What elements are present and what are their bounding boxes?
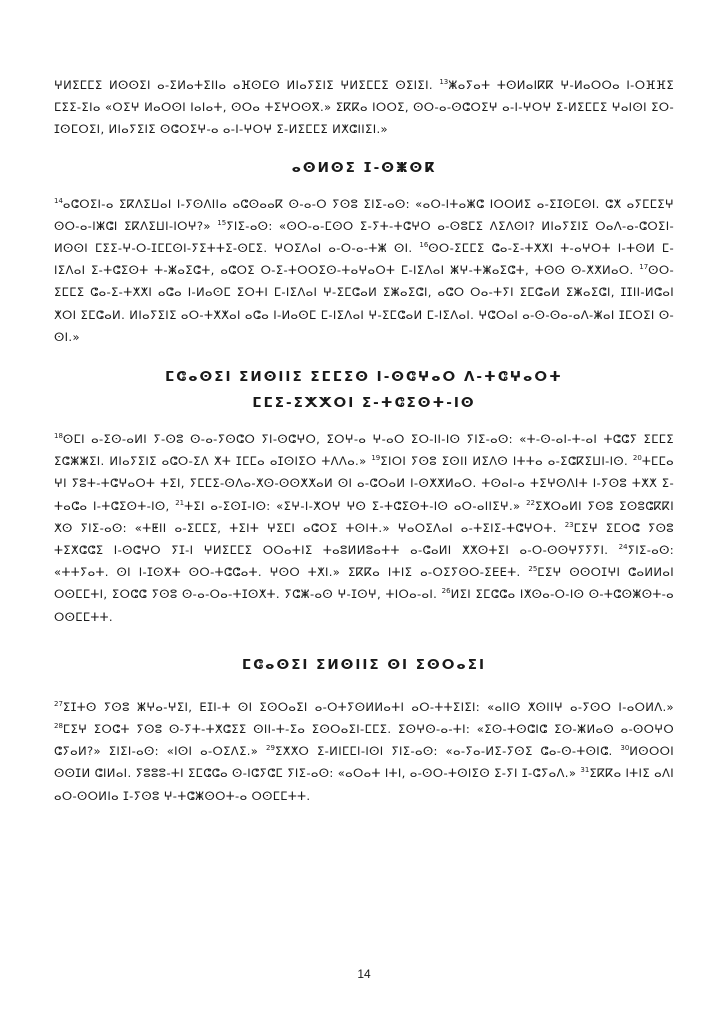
paragraph-text: ⵎⵉⵖ ⵙⵙⵔⵊⵖⵏ ⵛⴰⵍⵍⴰⵏ ⵔⵙⵎⵎⵜⵏ, ⵉⵔⵛⵛ ⵢⵙⵓ ⵙ-ⴰ-ⵔⴰ-ⵜⵊⵙⵅⵜ. ⵢⵛⵥ-ⴰⵙ ⵖ-ⵊⵙⵖ, ⵜⵏⵔⴰ-ⴰⵏ.: [54, 565, 674, 602]
verse-number: 13: [439, 78, 449, 87]
verse-number: 31: [580, 766, 590, 775]
paragraph-text: ⵉⴽⴽⴰ ⵏⵜⵏⵉ ⴰⴷⵏ ⴰⵔ-ⵙⵔⵍⵏⴰ ⵊ-ⵢⵙⵓ ⵖ-ⵜⵛⵥⵙⵔⵜ-ⴰ ⵔⵙⵎⵎⵜⵜ.: [54, 766, 674, 803]
verse-number: 14: [54, 196, 63, 205]
paragraph-text: ⵍⵉⵏ ⵉⵎⵛⵛⴰ ⵏⵅⵙⴰ-ⵔ-ⵏⵙ ⵙ-ⵜⵛⵙⵥⵙⵜ-ⴰ ⵔⵙⵎⵎⵜⵜ.: [54, 587, 674, 624]
paragraph-text: ⴰⵛⵔⵉⵏ-ⴰ ⵉⴽⴷⵉⵡⴰⵏ ⵏ-ⵢⵙⴷⵏⵏⴰ ⴰⵛⵙⴰⴰⴽ ⵙ-ⴰ-ⵔ ⵢⵙⵓ ⵉⵏⵉ-ⴰⵙ: «ⴰⵔ-ⵏⵜⴰⵥⵛ ⵏⵔⵔⵍⵉ ⴰ-ⵉⵊⵙⵎⵙⵏ. ⵛⵅ ⴰⵢⵎⵎⵉⵖ ⵙⵔ-ⴰ-ⵏⵥⵛⵏ ⵉⴽⴷⵉⵡⵏ-ⵏⵔⵖ?»: [54, 196, 674, 233]
verse-number: 18: [54, 432, 63, 441]
section-heading: ⵎⵛⴰⵙⵉⵏ ⵉⵍⵙⵏⵏⵉ ⵙⵏ ⵉⵙⵔⴰⵉⵏ: [242, 656, 486, 673]
paragraph-text: ⵢⵏⵉ-ⴰⵙ: «ⵙⵔ-ⴰ-ⵎⵙⵔ ⵉ-ⵢⵜ-ⵜⵛⵖⵔ ⴰ-ⵙⵓⵎⵉ ⴷⵉⴷⵙⵏ? ⵍⵏⴰⵢⵉⵏⵉ ⵔⴰⴷ-ⴰ-ⵛⵔⵉⵏ-ⵍⵙⵙⵏ ⵎⵉⵉ-ⵖ-ⵔ-ⵊⵎⵎⵙⵏ-ⵢⵉⵜⵜⵉ-ⵙⵎⵉ. ⵖⵔⵉⴷⴰⵏ ⴰ-ⵔ-ⴰ-ⵜⵥ ⵙⵏ.: [54, 218, 674, 256]
verse-number: 25: [528, 565, 538, 574]
page-number: 14: [357, 967, 371, 981]
paragraph: [54, 428, 674, 628]
paragraph-text: ⵙⵔ-ⵉⵎⵎⵉ ⵛⴰ-ⵉ-ⵜⵅⵅⵏ ⵜ-ⴰⵖⵔⵜ ⵏ-ⵜⵙⵍ ⵎ-ⵏⵉⴷⴰⵏ ⵉ-ⵜⵛⵉⵙⵜ ⵜ-ⵥⴰⵉⵛⵜ, ⴰⵛⵔⵉ ⵔ-ⵉ-ⵜⵔⵔⵉⵙ-ⵜⴰⵖⴰⵔⵜ ⵎ-ⵏⵉⴷⴰⵏ ⵥⵖ-ⵜⵥⴰⵉⵛⵜ, ⵜⵙⵙ ⵙ-ⵅⵅⵍⴰⵔ.: [54, 241, 674, 278]
verse-number: 16: [419, 241, 429, 250]
verse-number: 19: [371, 454, 381, 463]
paragraph-text: ⵎⵉⵖ ⵉⵎⵔⵛ ⵢⵙⵓ ⵜⵉⵅⵛⵛⵉ ⵏ-ⵙⵛⵖⵔ ⵢⵊ-ⵏ ⵖⵍⵉⵎⵎⵉ ⵔⵔⴰⵜⵏⵉ ⵜⴰⵓⵍⵍⵓⴰⵜⵜ ⴰ-ⵛⴰⵍⵏ ⵅⵅⵙⵜⵉⵏ ⴰ-ⵔ-ⵙⵙⵖⵢⵢⵢⵏ.: [54, 520, 674, 558]
verse-number: 15: [217, 218, 227, 227]
paragraph-text: ⵉⵊⵜⵙ ⵢⵙⵓ ⵥⵖⴰ-ⵖⵉⵏ, ⴹⵊⵏ-ⵜ ⵙⵏ ⵉⵙⵔⴰⵉⵏ ⴰ-ⵔⵜⵢⵙⵍⵍⴰⵜⵏ ⴰⵔ-ⵜⵜⵉⵏⵉⵏ: «ⴰⵏⵏⵙ ⵅⵙⵏⵏⵖ ⴰ-ⵢⵙⵔ ⵏ-ⴰⵔⵍⴷ.»: [62, 699, 674, 714]
section-heading: ⴰⵙⵍⵙⵉ ⵊ-ⵙⵥⵙⴽ: [291, 159, 437, 176]
paragraph-text: ⵜⵉⵏ ⴰ-ⵉⵙⵊ-ⵏⵙ: «ⵉⵖ-ⵏ-ⵅⵔⵖ ⵖⵙ ⵉ-ⵜⵛⵉⵙⵜ-ⵏⵙ ⴰⵔ-ⴰⵏⵏⵉⵖ.»: [184, 498, 527, 513]
paragraph-text: ⵉⵏⵔⵏ ⵢⵙⵓ ⵉⵙⵏⵏ ⵍⵉⴷⵙ ⵏⵜⵜⴰ ⴰ-ⵉⵛⴽⵉⵡⵏ-ⵏⵙ.: [380, 454, 633, 469]
verse-number: 30: [620, 744, 630, 753]
paragraph: [54, 193, 674, 348]
paragraph-text: ⵙⵔ-ⵉⵎⵎⵉ ⵛⴰ-ⵉ-ⵜⵅⵅⵏ ⴰⵛⴰ ⵏ-ⵍⴰⵙⵎ ⵉⵔⵜⵏ ⵎ-ⵏⵉⴷⴰⵏ ⵖ-ⵉⵎⵛⴰⵍ ⵉⵥⴰⵉⵛⵏ, ⴰⵛⵔ ⵔⴰ-ⵜⵢⵏ ⵉⵎⵛⴰⵍ ⵉⵥⴰⵉⵛⵏ, ⵊⵊⵏⵏ-ⵍⵛⴰⵏ ⵅⵔⵏ ⵉⵎⵛⴰⵍ. ⵍⵏⴰⵢⵉⵏⵉ ⴰⵔ-ⵜⵅⵅⴰⵏ ⴰⵛⴰ ⵏ-ⵍⴰⵙⵎ ⵎ-ⵏⵉⴷⴰⵏ ⵖ-ⵉⵎⵛⴰⵍ ⵎ-ⵏⵉⴷⴰⵏ. ⵖⵛⵔⴰⵏ ⴰ-ⵙ-ⵙⴰ-ⴰⴷ-ⵥⴰⵏ ⵊⵎⵔⵉⵏ ⵙ-ⵙⵏ.»: [54, 263, 674, 344]
document-page: [54, 74, 674, 817]
verse-number: 21: [175, 498, 185, 507]
verse-number: 27: [54, 700, 63, 708]
verse-number: 26: [441, 587, 451, 596]
paragraph-text: ⵙⵎⵏ ⴰ-ⵉⵙ-ⴰⵍⵏ ⵢ-ⵙⵓ ⵙ-ⴰ-ⵢⵙⵛⵔ ⵢⵏ-ⵙⵛⵖⵔ, ⵉⵔⵖ-ⴰ ⵖ-ⴰⵔ ⵉⵔ-ⵏⵏ-ⵏⵙ ⵢⵏⵉ-ⴰⵙ: «ⵜ-ⵙ-ⴰⵏ-ⵜ-ⴰⵏ ⵜⵛⵛⵢ ⵉⵎⵎⵉ ⵉⵛⵥⵥⵉⵏ. ⵍⵏⴰⵢⵉⵏⵉ ⴰⵛⵔ-ⵉⴷ ⵅⵜ ⵊⵎⵎⴰ ⴰⵊⵙⵏⵉⵔ ⵜⴷⴷⴰ.»: [54, 432, 674, 469]
paragraph-text: ⵉⵅⵔⴰⵍⵏ ⵢⵙⵓ ⵉⵙⵓⵛⴽⴽⵏ ⵅⵙ ⵢⵏⵉ-ⴰⵙ: «ⵜⵟⵏⵏ ⴰ-ⵉⵎⵎⵉ, ⵜⵉⵏⵜ ⵖⵉⵎⵏ ⴰⵛⵔⵉ ⵜⵙⵏⵜ.» ⵖⴰⵔⵉⴷⴰⵏ ⴰ-ⵜⵉⵏⵉ-ⵜⵛⵖⵔⵜ.: [54, 498, 674, 535]
verse-number: 29: [266, 744, 275, 753]
section-heading-line-2: ⵎⵎⵉ-ⵉⵅⵅⵔⵏ ⵉ-ⵜⵛⵉⵙⵜ-ⵏⵙ: [252, 395, 476, 412]
paragraph-text: ⵎⵉⵖ ⵉⵔⵛⵜ ⵢⵙⵓ ⵙ-ⵢⵜ-ⵜⵅⵛⵉⵉ ⵙⵏⵏ-ⵜ-ⵉⴰ ⵉⵙⵔⴰⵉⵏ-ⵎⵎⵉ. ⵉⵙⵖⵙ-ⴰ-ⵜⵏ: «ⵉⵙ-ⵜⵙⵛⵏⵛ ⵉⵙ-ⵥⵍⴰⵙ ⴰ-ⵙⵔⵖⵔ ⵛⵢⴰⵍ?» ⵉⵏⵉⵏ-ⴰⵙ: «ⵏⵙⵏ ⴰ-ⵔⵉⴷⵉ.»: [54, 722, 674, 759]
verse-number: 28: [54, 722, 63, 731]
paragraph: [54, 74, 674, 141]
paragraph-text: ⵥⴰⵢⴰⵜ ⵜⵙⵍⴰⵏⴽⴽ ⵖ-ⵍⴰⵔⵔⴰ ⵏ-ⵔⴼⴼⵉ ⵎⵉⵉ-ⵉⵏⴰ «ⵔⵉⵖ ⵍⴰⵔⵙⵏ ⵏⴰⵏⴰⵜ, ⵙⵔⴰ ⵜⵉⵖⵔⵙⴳ.» ⵉⴽⴽⴰ ⵏⵔⵔⵉ, ⵙⵔ-ⴰ-ⵙⵛⵔⵉⵖ ⴰ-ⵏ-ⵖⵔⵖ ⵉ-ⵍⵉⵎⵎⵉ ⵖⴰⵏⵙⵏ ⵉⵔ-ⵊⵙⵎⵔⵉⵏ, ⵍⵏⴰⵢⵉⵏⵉ ⵙⵛⵔⵉⵖ-ⴰ ⴰ-ⵏ-ⵖⵔⵖ ⵉ-ⵍⵉⵎⵎⵉ ⵍⵅⵛⵏⵏⵉⵏ.»: [54, 78, 675, 137]
verse-number: 23: [564, 520, 574, 529]
verse-number: 17: [639, 263, 649, 272]
paragraph-text: ⵉⵅⵅⵔ ⵉ-ⵍⵏⵎⵎⵏ-ⵏⵙⵏ ⵢⵏⵉ-ⴰⵙ: «ⴰ-ⵢⴰ-ⵍⵉ-ⵢⵙⵉ ⵛⴰ-ⵙ-ⵜⵙⵏⵛ.: [274, 744, 621, 759]
verse-number: 24: [618, 543, 628, 552]
verse-number: 22: [526, 498, 536, 507]
paragraph-text: ⵍⵙⵔⵔⵏ ⵙⵙⵊⵍ ⵛⵏⵍⴰⵏ. ⵢⵓⵓⵓ-ⵜⵏ ⵉⵎⵛⵛⴰ ⵙ-ⵏⵛⵢⵛⵎ ⵢⵏⵉ-ⴰⵙ: «ⴰⵔⴰⵜ ⵏⵜⵏ, ⴰ-ⵙⵔ-ⵜⵙⵏⵉⵙ ⵉ-ⵢⵏ ⵊ-ⵛⵢⴰⴷ.»: [54, 744, 674, 781]
section-heading: ⵎⵛⴰⵙⵉⵏ ⵉⵍⵙⵏⵏⵉ ⵉⵎⵎⵉⵙ ⵏ-ⵙⵛⵖⴰⵔ ⴷ-ⵜⵛⵖⴰⵔⵜ: [165, 369, 563, 386]
paragraph-text: ⵢⵏⵉ-ⴰⵙ: «ⵜⵜⵢⴰⵜ. ⵙⵏ ⵏ-ⵊⵙⵅⵜ ⵙⵔ-ⵜⵛⵛⴰⵜ. ⵖⵙⵔ ⵜⵅⵏ.» ⵉⴽⴽⴰ ⵏⵜⵏⵉ ⴰ-ⵔⵉⵢⵙⵔ-ⵉⴹⴹⵜ.: [54, 543, 674, 580]
paragraph-text: ⵜⵎⵎⴰ ⵖⵏ ⵢⵓⵜ-ⵜⵛⵖⴰⵔⵜ ⵜⵉⵏ, ⵢⵎⵎⵉ-ⵙⴷⴰ-ⵅⵙ-ⵙⵙⵅⵅⴰⵍ ⵙⵏ ⴰ-ⵛⵔⴰⵍ ⵏ-ⵙⵅⵅⵍⴰⵔ. ⵜⵙⴰⵏ-ⴰ ⵜⵉⵖⵙⴷⵏⵜ ⵏ-ⵢⵙⵓ ⵜⵅⵅ ⵉ-ⵜⴰⵛⴰ ⵏ-ⵜⵛⵉⵙⵜ-ⵏⵙ,: [54, 454, 674, 513]
paragraph: [54, 696, 674, 807]
paragraph-text: ⵖⵍⵉⵎⵎⵉ ⵍⵙⵙⵉⵏ ⴰ-ⵉⵍⴰⵜⵉⵏⵏⴰ ⴰⴼⵙⵎⵙ ⵍⵏⴰⵢⵉⵏⵉ ⵖⵍⵉⵎⵎⵉ ⵙⵉⵏⵉⵏ.: [54, 78, 440, 92]
verse-number: 20: [632, 454, 642, 463]
